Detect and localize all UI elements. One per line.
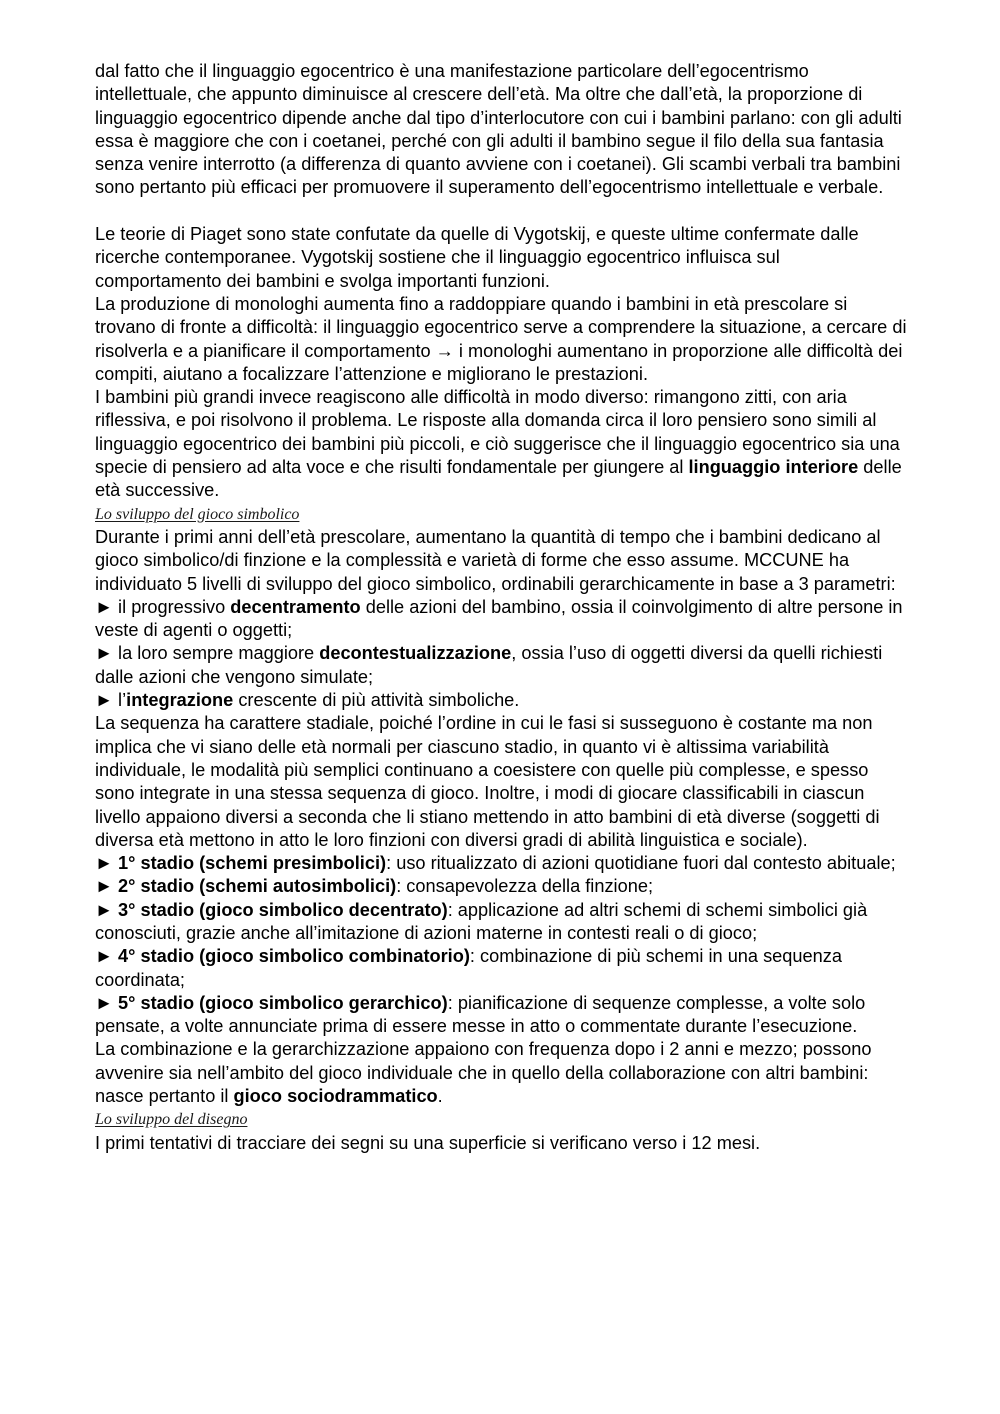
stage-title: ► 4° stadio (gioco simbolico combinatorio): [95, 946, 470, 967]
spacer: [95, 200, 910, 223]
bullet-integrazione: [95, 689, 910, 712]
paragraph-older-children: [95, 386, 910, 502]
stage-title: ► 2° stadio (schemi autosimbolici): [95, 876, 397, 897]
text: : combinazione di più schemi in una sequenza coordinata;: [95, 946, 842, 990]
stage-3: [95, 899, 910, 946]
stage-title: ► 3° stadio (gioco simbolico decentrato): [95, 899, 448, 920]
paragraph-symbolic-play-intro: Durante i primi anni dell’età prescolare, aumentano la quantità di tempo che i bambini dedicano al gioco simbolico/di finzione e la complessità e varietà di forme che esso assume. MCCUNE ha individuato 5 livelli di sviluppo del gioco simbolico, ordinabili gerarchicamente in base a 3 parametri:: [95, 526, 896, 594]
text: delle età successive.: [95, 457, 902, 501]
paragraph-vygotskij: Le teorie di Piaget sono state confutate da quelle di Vygotskij, e queste ultime confermate dalle ricerche contemporanee. Vygotskij sostiene che il linguaggio egocentrico influisca sul comportamento dei bambini e svolga importanti funzioni.: [95, 224, 859, 291]
bold-term: gioco sociodrammatico: [233, 1086, 438, 1107]
text: : consapevolezza della finzione;: [396, 876, 653, 897]
text: La combinazione e la gerarchizzazione appaiono con frequenza dopo i 2 anni e mezzo; possono avvenire sia nell’ambito del gioco individuale che in quello della collaborazione con altri bambini: nasce pertanto il: [95, 1039, 872, 1107]
stage-title: ► 1° stadio (schemi presimbolici): [95, 853, 387, 874]
document-page: [95, 60, 910, 1155]
text: I bambini più grandi invece reagiscono alle difficoltà in modo diverso: rimangono zitti, con aria riflessiva, e poi risolvono il problema. Le risposte alla domanda circa il loro pensiero sono simili al linguaggio egocentrico dei bambini più piccoli, e ciò suggerisce che il linguaggio egocentrico sia una specie di pensiero ad alta voce e che risulti fondamentale per giungere al: [95, 387, 900, 478]
stage-2: [95, 875, 910, 898]
stage-1: [95, 852, 910, 875]
stage-4: [95, 945, 910, 992]
bold-term: linguaggio interiore: [688, 457, 859, 478]
stage-title: ► 5° stadio (gioco simbolico gerarchico): [95, 992, 448, 1013]
text: delle azioni del bambino, ossia il coinvolgimento di altre persone in veste di agenti o oggetti;: [95, 596, 903, 641]
text: , ossia l’uso di oggetti diversi da quelli richiesti dalle azioni che vengono simulate;: [95, 643, 883, 687]
text: ► la loro sempre maggiore: [95, 643, 320, 664]
text: ► il progressivo: [95, 596, 231, 617]
text: crescente di più attività simboliche.: [233, 690, 520, 711]
text: : pianificazione di sequenze complesse, a volte solo pensate, a volte annunciate prima di essere messe in atto o commentate durante l’esecuzione.: [95, 992, 866, 1037]
text: ► l’: [95, 690, 127, 711]
text: .: [437, 1086, 443, 1107]
section-heading-drawing: Lo sviluppo del disegno: [95, 1111, 248, 1129]
bold-term: decontestualizzazione: [319, 643, 512, 664]
bold-term: integrazione: [126, 690, 234, 711]
bullet-decentramento: [95, 596, 910, 643]
bold-term: decentramento: [230, 596, 361, 617]
text: : uso ritualizzato di azioni quotidiane fuori dal contesto abituale;: [386, 853, 896, 874]
paragraph-monologues: La produzione di monologhi aumenta fino a raddoppiare quando i bambini in età prescolare si trovano di fronte a difficoltà: il linguaggio egocentrico serve a comprendere la situazione, a cercare di risolverla e a pianificare il comportamento → i monologhi aumentano in proporzione alle difficoltà dei compiti, aiutano a focalizzare l’attenzione e migliorano le prestazioni.: [95, 293, 907, 384]
paragraph-stages-sequence: La sequenza ha carattere stadiale, poiché l’ordine in cui le fasi si susseguono è costante ma non implica che vi siano delle età normali per ciascuno stadio, in quanto vi è altissima variabilità individuale, le modalità più semplici continuano a coesistere con quelle più complesse, e spesso sono integrate in una stessa sequenza di gioco. Inoltre, i modi di giocare classificabili in ciascun livello appaiono diversi a seconda che li stiano mettendo in atto bambini di età diverse (soggetti di diversa età mettono in atto le loro finzioni con diversi gradi di abilità linguistica e sociale).: [95, 713, 880, 850]
text: : applicazione ad altri schemi di schemi simbolici già conosciuti, grazie anche all’imitazione di azioni materne in contesti reali o di gioco;: [95, 899, 868, 943]
paragraph-egocentrism: dal fatto che il linguaggio egocentrico è una manifestazione particolare dell’egocentrismo intellettuale, che appunto diminuisce al crescere dell’età. Ma oltre che dall’età, la proporzione di linguaggio egocentrico dipende anche dal tipo d’interlocutore con cui i bambini parlano: con gli adulti essa è maggiore che con i coetanei, perché con gli adulti il bambino segue il filo della sua fantasia senza venire interrotto (a differenza di quanto avviene con i coetanei). Gli scambi verbali tra bambini sono pertanto più efficaci per promuovere il superamento dell’egocentrismo intellettuale e verbale.: [95, 61, 902, 198]
paragraph-sociodramatic-play: [95, 1038, 910, 1108]
paragraph-drawing: I primi tentativi di tracciare dei segni su una superficie si verificano verso i 12 mesi.: [95, 1132, 761, 1153]
stage-5: [95, 992, 910, 1039]
section-heading-symbolic-play: Lo sviluppo del gioco simbolico: [95, 505, 300, 523]
bullet-decontestualizzazione: [95, 642, 910, 689]
